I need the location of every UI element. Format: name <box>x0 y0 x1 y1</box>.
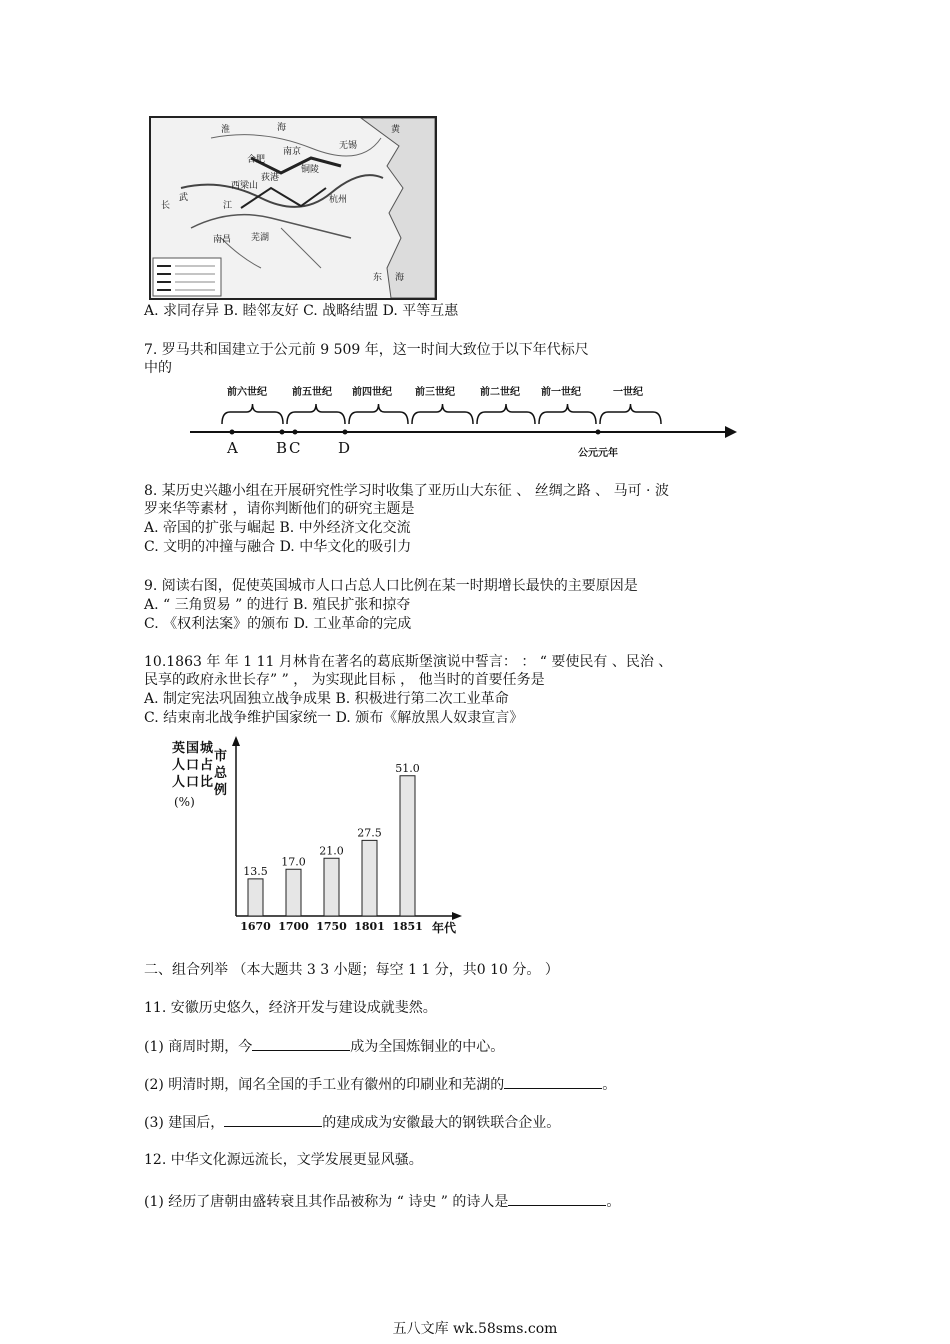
ylabel-char: 例 <box>214 783 228 798</box>
q11-sub1-post: 成为全国炼铜业的中心。 <box>350 1039 505 1055</box>
century-brace <box>477 404 535 424</box>
map-label: 铜陵 <box>301 165 320 175</box>
bar <box>400 776 415 916</box>
map-label: 芜湖 <box>251 233 270 243</box>
q10-stem-line2: 民享的政府永世长存” ” ， 为实现此目标 ， 他当时的首要任务是 <box>144 672 545 688</box>
x-axis-label: 年代 <box>432 921 457 935</box>
q7-stem-line2: 中的 <box>144 360 172 376</box>
bar <box>324 858 339 916</box>
q10-options-ab: A. 制定宪法巩固独立战争成果 B. 积极进行第二次工业革命 <box>144 691 509 707</box>
q10-options-cd: C. 结束南北战争维护国家统一 D. 颁布《解放黑人奴隶宣言》 <box>144 710 524 726</box>
urban-population-chart <box>160 730 480 945</box>
ylabel-char: 市 <box>214 749 228 764</box>
map-figure <box>149 116 437 300</box>
q8-options-ab: A. 帝国的扩张与崛起 B. 中外经济文化交流 <box>144 520 411 536</box>
y-axis-arrow <box>232 736 240 746</box>
q10-stem-line1: 10.1863 年 年 1 11 月林肯在著名的葛底斯堡演说中誓言： ： “ 要使民有 、民治 、 <box>144 654 673 670</box>
timeline-dot <box>280 430 285 435</box>
q11-sub2 <box>144 1074 616 1094</box>
timeline-figure <box>185 380 745 460</box>
century-brace <box>600 404 661 424</box>
ylabel-char: 人 <box>172 775 186 790</box>
q7-stem-line1: 7. 罗马共和国建立于公元前 9 509 年，这一时间大致位于以下年代标尺 <box>144 342 589 358</box>
century-brace <box>349 404 408 424</box>
q12-sub1-post: 。 <box>606 1194 621 1210</box>
q11-title: 11. 安徽历史悠久，经济开发与建设成就斐然。 <box>144 1000 437 1016</box>
bar-value-label: 17.0 <box>281 855 306 869</box>
answer-blank[interactable] <box>504 1074 602 1089</box>
timeline-dot <box>293 430 298 435</box>
map-label: 南昌 <box>213 235 232 245</box>
x-tick-label: 1851 <box>392 920 423 933</box>
ylabel-unit: (%) <box>174 795 195 809</box>
q9-options-cd: C. 《权利法案》的颁布 D. 工业革命的完成 <box>144 616 412 632</box>
century-label: 一世纪 <box>613 387 643 398</box>
q11-sub3-pre: (3) 建国后， <box>144 1115 225 1131</box>
map-label: 西梁山 <box>231 181 259 191</box>
ylabel-char: 比 <box>200 775 214 790</box>
ylabel-char: 人 <box>172 758 186 773</box>
q8-stem-line1: 8. 某历史兴趣小组在开展研究性学习时收集了亚历山大东征 、 丝绸之路 、 马可 · 波 <box>144 483 669 499</box>
q11-sub1 <box>144 1036 504 1056</box>
timeline-mark-b: B <box>276 439 288 457</box>
ylabel-char: 占 <box>200 758 214 773</box>
century-brace <box>287 404 345 424</box>
x-tick-label: 1750 <box>316 920 347 933</box>
century-brace <box>412 404 473 424</box>
map-label: 无锡 <box>339 141 358 151</box>
q11-sub3 <box>144 1112 560 1132</box>
century-label: 前五世纪 <box>292 387 332 398</box>
timeline-mark-d: D <box>338 439 351 457</box>
ylabel-char: 英 <box>172 741 186 756</box>
century-label: 前二世纪 <box>480 387 520 398</box>
timeline-mark-a: A <box>227 439 238 457</box>
q12-sub1-pre: (1) 经历了唐朝由盛转衰且其作品被称为 “ 诗史 ” 的诗人是 <box>144 1194 509 1210</box>
map-label: 合肥 <box>247 155 266 165</box>
x-tick-label: 1700 <box>278 920 309 933</box>
x-axis-arrow <box>452 912 462 920</box>
q9-options-ab: A. “ 三角贸易 ” 的进行 B. 殖民扩张和掠夺 <box>144 597 411 613</box>
bar-value-label: 13.5 <box>243 864 268 878</box>
timeline-dot <box>343 430 348 435</box>
map-label: 杭州 <box>329 195 348 205</box>
map-label: 海 <box>395 273 405 283</box>
century-label: 前六世纪 <box>227 387 267 398</box>
century-label: 前三世纪 <box>415 387 455 398</box>
answer-blank[interactable] <box>508 1191 606 1206</box>
x-tick-label: 1801 <box>354 920 385 933</box>
map-label: 江 <box>223 201 233 211</box>
answer-blank[interactable] <box>252 1036 350 1051</box>
bar-value-label: 27.5 <box>357 826 382 840</box>
map-label: 武 <box>179 193 189 203</box>
map-label: 长 <box>161 201 171 211</box>
q6-options: A. 求同存异 B. 睦邻友好 C. 战略结盟 D. 平等互惠 <box>144 303 459 319</box>
bar-value-label: 21.0 <box>319 844 344 858</box>
ylabel-char: 总 <box>214 766 228 781</box>
answer-blank[interactable] <box>224 1112 322 1127</box>
year-zero-label: 公元元年 <box>578 448 618 459</box>
q9-stem: 9. 阅读右图，促使英国城市人口占总人口比例在某一时期增长最快的主要原因是 <box>144 578 638 594</box>
q11-sub2-post: 。 <box>602 1077 617 1093</box>
map-drawing <box>151 118 435 298</box>
timeline-mark-c: C <box>289 439 301 457</box>
footer-watermark: 五八文库 wk.58sms.com <box>392 1321 558 1337</box>
century-label: 前四世纪 <box>352 387 392 398</box>
century-brace <box>539 404 596 424</box>
map-label: 荻港 <box>261 173 280 183</box>
map-label: 南京 <box>283 147 302 157</box>
timeline-dot <box>596 430 601 435</box>
bar <box>286 869 301 916</box>
map-label: 东 <box>373 273 383 283</box>
q11-sub3-post: 的建成成为安徽最大的钢铁联合企业。 <box>322 1115 561 1131</box>
map-label: 黄 <box>391 125 401 135</box>
q11-sub1-pre: (1) 商周时期，今 <box>144 1039 253 1055</box>
ylabel-char: 国 <box>186 741 200 756</box>
ylabel-char: 城 <box>200 741 214 756</box>
bar <box>362 840 377 916</box>
century-label: 前一世纪 <box>541 387 581 398</box>
q12-sub1 <box>144 1191 620 1211</box>
section-2-heading: 二、组合列举 （本大题共 3 3 小题；每空 1 1 分，共0 10 分。 ） <box>144 962 559 978</box>
bar-value-label: 51.0 <box>395 761 420 775</box>
q8-options-cd: C. 文明的冲撞与融合 D. 中华文化的吸引力 <box>144 539 412 555</box>
century-brace <box>222 404 283 424</box>
map-label: 淮 <box>221 125 231 135</box>
q8-stem-line2: 罗来华等素材 ，请你判断他们的研究主题是 <box>144 501 415 517</box>
map-label: 海 <box>277 123 287 133</box>
x-tick-label: 1670 <box>240 920 271 933</box>
ylabel-char: 口 <box>186 775 200 790</box>
q12-title: 12. 中华文化源远流长，文学发展更显风骚。 <box>144 1152 423 1168</box>
bar <box>248 879 263 916</box>
q11-sub2-pre: (2) 明清时期，闻名全国的手工业有徽州的印刷业和芜湖的 <box>144 1077 505 1093</box>
ylabel-char: 口 <box>186 758 200 773</box>
timeline-dot <box>230 430 235 435</box>
